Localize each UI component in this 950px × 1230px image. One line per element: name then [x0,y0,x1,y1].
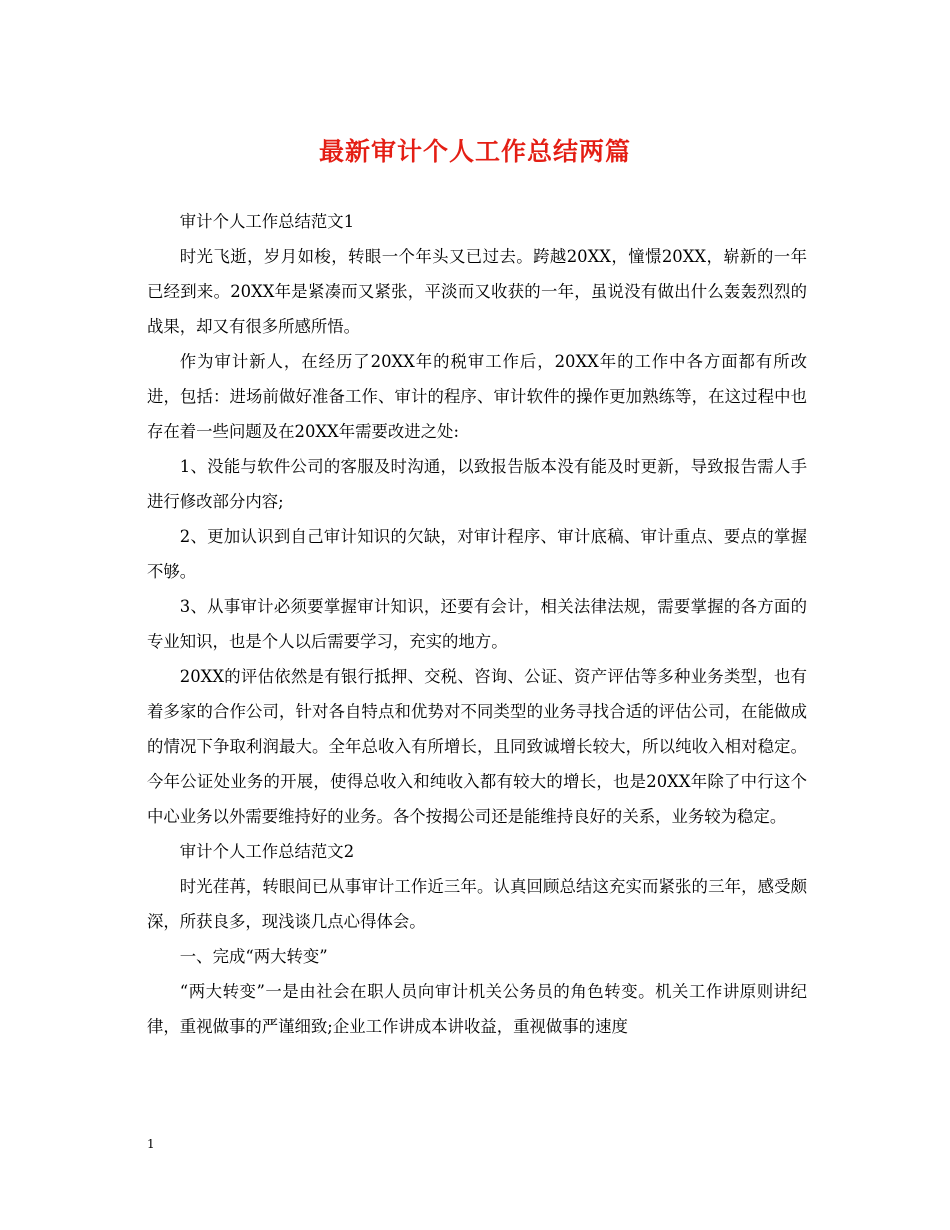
document-body [147,204,807,1044]
list-item: 2、更加认识到自己审计知识的欠缺，对审计程序、审计底稿、审计重点、要点的掌握不够。 [147,527,807,581]
document-title: 最新审计个人工作总结两篇 [318,137,631,166]
paragraph-heading-2: 审计个人工作总结范文2 [179,842,355,861]
paragraph: 时光飞逝，岁月如梭，转眼一个年头又已过去。跨越20XX，憧憬20XX，崭新的一年已经到来。20XX年是紧凑而又紧张，平淡而又收获的一年，虽说没有做出什么轰轰烈烈的战果，却又有很多所感所悟。 [147,247,807,336]
page-number: 1 [147,1137,155,1151]
section-heading: 一、完成“两大转变” [179,947,328,966]
paragraph: 作为审计新人，在经历了20XX年的税审工作后，20XX年的工作中各方面都有所改进，包括：进场前做好准备工作、审计的程序、审计软件的操作更加熟练等，在这过程中也存在着一些问题及在20XX年需要改进之处: [147,352,807,441]
paragraph-heading-1: 审计个人工作总结范文1 [179,212,355,231]
list-item: 3、从事审计必须要掌握审计知识，还要有会计，相关法律法规，需要掌握的各方面的专业知识，也是个人以后需要学习，充实的地方。 [147,597,807,651]
list-item: 1、没能与软件公司的客服及时沟通，以致报告版本没有能及时更新，导致报告需人手进行修改部分内容; [147,457,807,511]
paragraph: 20XX的评估依然是有银行抵押、交税、咨询、公证、资产评估等多种业务类型，也有着多家的合作公司，针对各自特点和优势对不同类型的业务寻找合适的评估公司，在能做成的情况下争取利润最大。全年总收入有所增长，且同致诚增长较大，所以纯收入相对稳定。今年公证处业务的开展，使得总收入和纯收入都有较大的增长，也是20XX年除了中行这个中心业务以外需要维持好的业务。各个按揭公司还是能维持良好的关系，业务较为稳定。 [147,667,807,826]
paragraph: “两大转变”一是由社会在职人员向审计机关公务员的角色转变。机关工作讲原则讲纪律，重视做事的严谨细致;企业工作讲成本讲收益，重视做事的速度 [147,982,807,1036]
paragraph: 时光荏苒，转眼间已从事审计工作近三年。认真回顾总结这充实而紧张的三年，感受颇深，所获良多，现浅谈几点心得体会。 [147,877,807,931]
